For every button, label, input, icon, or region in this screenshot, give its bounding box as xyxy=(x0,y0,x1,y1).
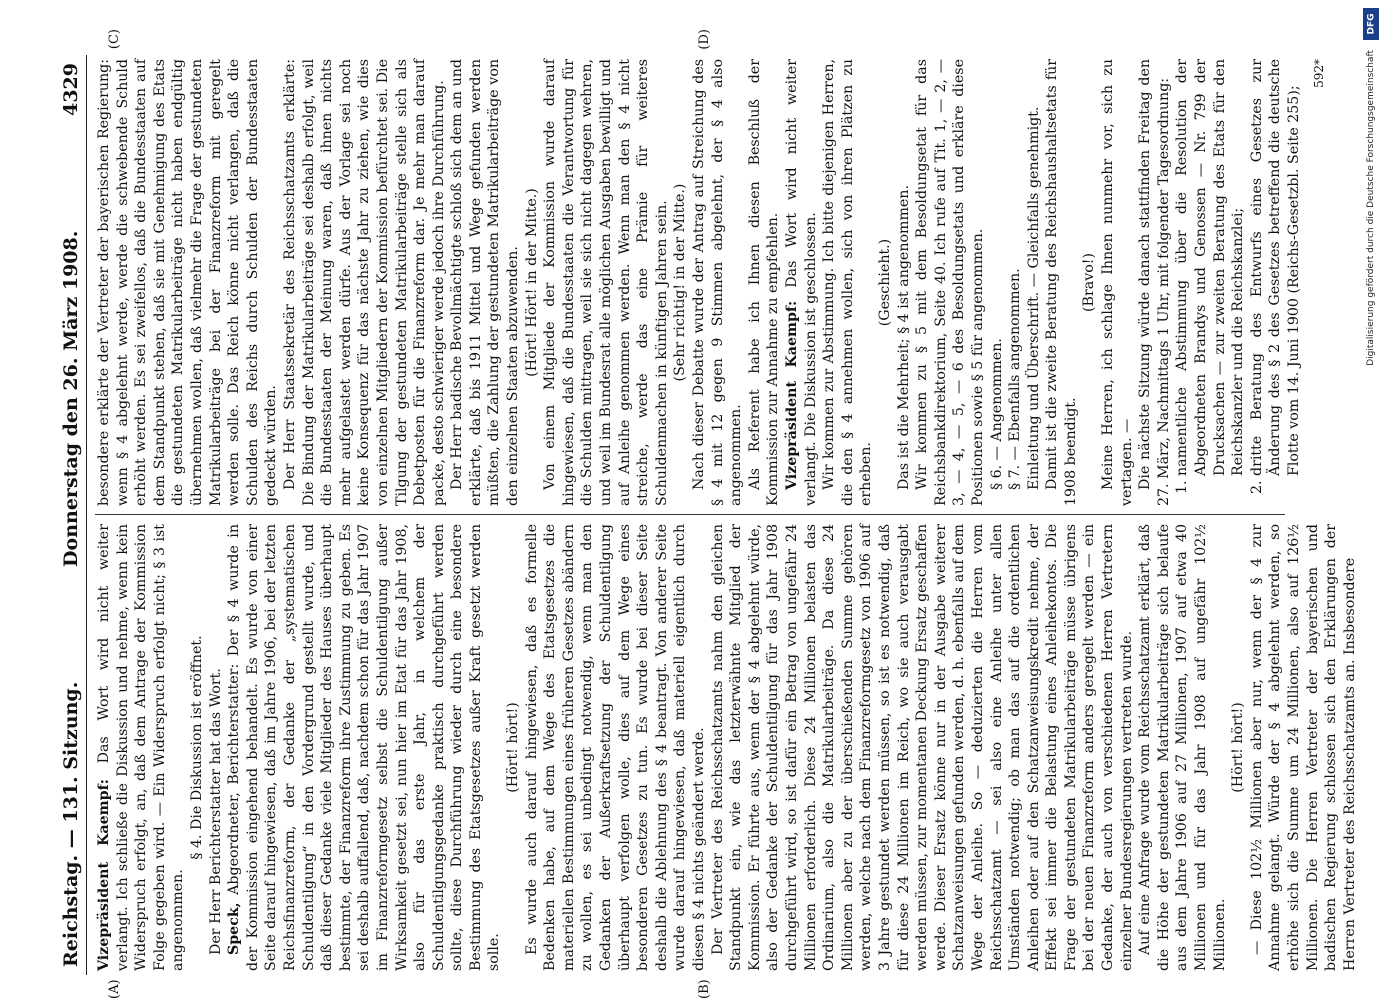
paragraph: Wir kommen zur Abstimmung. Ich bitte diejenigen Herren, die den § 4 annehmen wollen, sich von ihren Plätzen zu erheben. xyxy=(821,59,875,506)
header-center: Donnerstag den 26. März 1908. xyxy=(60,230,82,567)
paragraph: § 7. — Ebenfalls angenommen. xyxy=(1007,268,1024,490)
margin-marker-c: (C) xyxy=(107,29,122,50)
paragraph: Vizepräsident Kaempf: Das Wort wird nicht weiter verlangt. Die Diskussion ist geschlossen. xyxy=(783,59,819,506)
margin-marker-b: (B) xyxy=(697,979,712,999)
paragraph: Nach dieser Debatte wurde der Antrag auf Streichung des § 4 mit 12 gegen 9 Stimmen abgelehnt, der § 4 also angenommen. xyxy=(691,59,745,506)
paragraph: Der Vertreter des Reichsschatzamts nahm den gleichen Standpunkt ein, wie das letzterwähnte Mitglied der Kommission. Er führte aus, wenn der § 4 abgelehnt würde, also der Gedanke der Schuldentilgung für das Jahr 1908 durchgeführt wird, so ist dafür ein Betrag von ungefähr 24 Millionen erforderlich. Diese 24 Millionen belasten das Ordinarium, also die Matrikularbeiträge. Da diese 24 Millionen aber zu der überschießenden Summe gehören werden, welche nach dem Finanzreformgesetz von 1906 auf 3 Jahre gestundet werden müssen, so ist es notwendig, daß für diese 24 Millionen im Reich, wo sie auch verausgabt werden müssen, zur momentanen Deckung Ersatz geschaffen werde. Dieser Ersatz könne nur in der Ausgabe weiterer Schatzanweisungen gefunden werden, d. h. ebenfalls auf dem Wege der Anleihe. So — deduzierten die Herren vom Reichsschatzamt — sei also eine Anleihe unter allen Umständen notwendig; ob man das auf die ordentlichen Anleihen oder auf den Schatzanweisungskredit nehme, der Effekt sei immer die Belastung eines Anleihekontos. Die Frage der gestundeten Matrikularbeiträge müsse übrigens bei der neuen Finanzreform anders geregelt werden — ein Gedanke, der auch von verschiedenen Herren Vertretern einzelner Bundesregierungen vertreten wurde. xyxy=(709,523,1135,971)
paragraph: besondere erklärte der Vertreter der bayerischen Regierung: wenn § 4 abgelehnt werde, werde die schwebende Schuld erhöht werden. Es sei zweifellos, daß die Bundesstaaten auf dem Standpunkt stehen, daß sie mit Genehmigung des Etats die gestundeten Matrikularbeiträge nicht haben endgültig übernehmen wollen, daß vielmehr die Frage der gestundeten Matrikularbeiträge bei der Finanzreform mit geregelt werden solle. Das Reich könne nicht verlangen, daß die Schulden des Reichs durch Schulden der Bundesstaaten gedeckt würden. xyxy=(96,59,280,506)
text-columns xyxy=(87,29,1358,999)
margin-marker-d: (D) xyxy=(697,29,712,50)
signature-mark: 592* xyxy=(1311,59,1326,88)
paragraph: Als Referent habe ich Ihnen diesen Beschluß der Kommission zur Annahme zu empfehlen. xyxy=(746,59,782,506)
paragraph: Meine Herren, ich schlage Ihnen nunmehr vor, sich zu vertagen. — xyxy=(1100,59,1135,506)
paragraph: Vizepräsident Kaempf: Das Wort wird nicht weiter verlangt. Ich schließe die Diskussion und nehme, wenn kein Widerspruch erfolgt, an, daß dem Antrage der Kommission Folge gegeben wird. — Ein Widerspruch erfolgt nicht; § 3 ist angenommen. xyxy=(96,524,187,971)
paragraph: § 4. Die Diskussion ist eröffnet. xyxy=(188,635,205,860)
paragraph: Einleitung und Überschrift. — Gleichfalls genehmigt. xyxy=(1025,106,1042,490)
paragraph: Der Herr Berichterstatter hat das Wort. xyxy=(207,668,224,955)
paragraph: Es wurde auch darauf hingewiesen, daß es formelle Bedenken habe, auf dem Wege des Etatsgesetzes die materiellen Bestimmungen eines früheren Gesetzes abändern zu wollen, es sei unbedingt notwendig, wenn man den Gedanken der Außerkraftsetzung der Schuldentilgung überhaupt verfolgen wolle, dies auf dem Wege eines besonderen Gesetzes zu tun. Es wurde bei dieser Seite deshalb die Ablehnung des § 4 beantragt. Von anderer Seite wurde darauf hingewiesen, daß materiell eigentlich durch diesen § 4 nichts geändert werde. xyxy=(523,524,707,971)
column-divider xyxy=(95,514,1285,515)
interjection: (Sehr richtig! in der Mitte.) xyxy=(672,183,689,382)
interjection: (Geschieht.) xyxy=(876,238,893,327)
paragraph: Wir kommen zu § 5 mit dem Besoldungsetat für das Reichsbankdirektorium, Seite 40. Ich rufe auf Tit. 1, — 2, — 3, — 4, — 5, — 6 des Besoldungsetats und erkläre diese Positionen sowie § 5 für angenommen. xyxy=(914,59,986,506)
right-column xyxy=(95,59,1326,506)
funding-credit: Digitalisierung gefördert durch die Deutsche Forschungsgemeinschaft xyxy=(1366,50,1376,366)
interjection: (Bravo!) xyxy=(1081,253,1098,312)
agenda-item: 2. dritte Beratung des Entwurfs eines Gesetzes zur Änderung des § 2 des Gesetzes betreffend die deutsche Flotte vom 14. Juni 1900 (Reichs-Gesetzbl. Seite 255); xyxy=(1248,59,1304,476)
margin-marker-a: (A) xyxy=(107,979,122,999)
running-head xyxy=(60,55,87,975)
paragraph: Speck, Abgeordneter, Berichterstatter: Der § 4 wurde in der Kommission eingehend behandelt. Es wurde von einer Seite darauf hingewiesen, daß im Jahre 1906, bei der letzten Reichsfinanzreform, der Gedanke der „systematischen Schuldentilgung“ in den Vordergrund gestellt wurde, und daß dieser Gedanke viele Mitglieder des Hauses überhaupt bestimmte, der Finanzreform ihre Zustimmung zu geben. Es sei deshalb auffallend, daß, nachdem schon für das Jahr 1907 im Finanzreformgesetz selbst die Schuldentilgung außer Wirksamkeit gesetzt sei, nun hier im Etat für das Jahr 1908, also für das erste Jahr, in welchem der Schuldentilgungsgedanke praktisch durchgeführt werden sollte, diese Durchführung wieder durch eine besondere Bestimmung des Etatsgesetzes außer Kraft gesetzt werden solle. xyxy=(226,524,503,971)
page-number: 4329 xyxy=(60,63,82,116)
interjection: (Hört! hört!) xyxy=(505,702,522,793)
agenda-list xyxy=(1173,59,1303,506)
paragraph: — Diese 102½ Millionen aber nur, wenn der § 4 zur Annahme gelangt. Würde der § 4 abgelehnt werden, so erhöhe sich die Summe um 24 Millionen, also auf 126½ Millionen. Die Herren Vertreter der bayerischen und badischen Regierung schlossen sich den Erklärungen der Herren Vertreter des Reichsschatzamts an. Insbesondere xyxy=(1248,524,1358,971)
paragraph: Von einem Mitgliede der Kommission wurde darauf hingewiesen, daß die Bundesstaaten die Verantwortung für die Schulden mittragen, weil sie sich nicht dagegen wehren, und weil im Bundesrat alle möglichen Ausgaben bewilligt und auf Anleihe genommen werden. Wenn man den § 4 nicht streiche, werde das eine Prämie für weiteres Schuldenmachen in künftigen Jahren sein. xyxy=(542,59,670,506)
rotated-page xyxy=(60,29,1360,999)
digitization-sidebar xyxy=(1361,0,1381,1000)
paragraph: § 6. — Angenommen. xyxy=(988,338,1005,490)
speaker-name: Vizepräsident Kaempf: xyxy=(783,300,800,490)
speaker-name: Vizepräsident Kaempf: xyxy=(96,779,112,971)
paragraph: Auf eine Anfrage wurde vom Reichsschatzamt erklärt, daß die Höhe der gestundeten Matrikularbeiträge sich belaufe aus dem Jahre 1906 auf 27 Millionen, 1907 auf etwa 40 Millionen und für das Jahr 1908 auf ungefähr 102½ Millionen. xyxy=(1137,524,1228,971)
interjection: (Hört! Hört! in der Mitte.) xyxy=(523,188,540,377)
header-left: Reichstag. — 131. Sitzung. xyxy=(60,681,82,967)
paragraph: Das ist die Mehrheit; § 4 ist angenommen. xyxy=(895,185,912,490)
paragraph: Damit ist die zweite Beratung des Reichshaushaltsetats für 1908 beendigt. xyxy=(1044,59,1079,506)
dfg-logo: DFG xyxy=(1363,8,1379,40)
interjection: (Hört! hört!) xyxy=(1230,702,1247,793)
paragraph: Der Herr badische Bevollmächtigte schloß sich dem an und erklärte, daß bis 1911 Mittel und Wege gefunden werden müßten, die Zahlung der gestundeten Matrikularbeiträge von den einzelnen Staaten abzuwenden. xyxy=(449,59,522,506)
agenda-item: 1. namentliche Abstimmung über die Resolution der Abgeordneten Brandys und Genossen — Nr. 799 der Drucksachen — zur zweiten Beratung des Etats für den Reichskanzler und die Reichskanzlei; xyxy=(1173,59,1247,476)
paragraph: Die nächste Sitzung würde danach stattfinden Freitag den 27. März, Nachmittags 1 Uhr, mit folgender Tagesordnung: xyxy=(1137,59,1172,506)
left-column xyxy=(95,523,1358,971)
speaker-name: Speck, xyxy=(226,902,243,955)
paragraph: Der Herr Staatssekretär des Reichsschatzamts erklärte: Die Bindung der Matrikularbeiträge sei deshalb erfolgt, weil die Bundesstaaten der Meinung waren, daß ihnen nichts mehr aufgelastet werden dürfe. Aus der Vorlage sei noch keine Konsequenz für das nächste Jahr zu ziehen, wie dies von einzelnen Mitgliedern der Kommission befürchtet sei. Die Tilgung der gestundeten Matrikularbeiträge stelle sich als Debetposten für die Finanzreform dar. Je mehr man darauf packe, desto schwieriger werde jedoch ihre Durchführung. xyxy=(281,59,447,506)
